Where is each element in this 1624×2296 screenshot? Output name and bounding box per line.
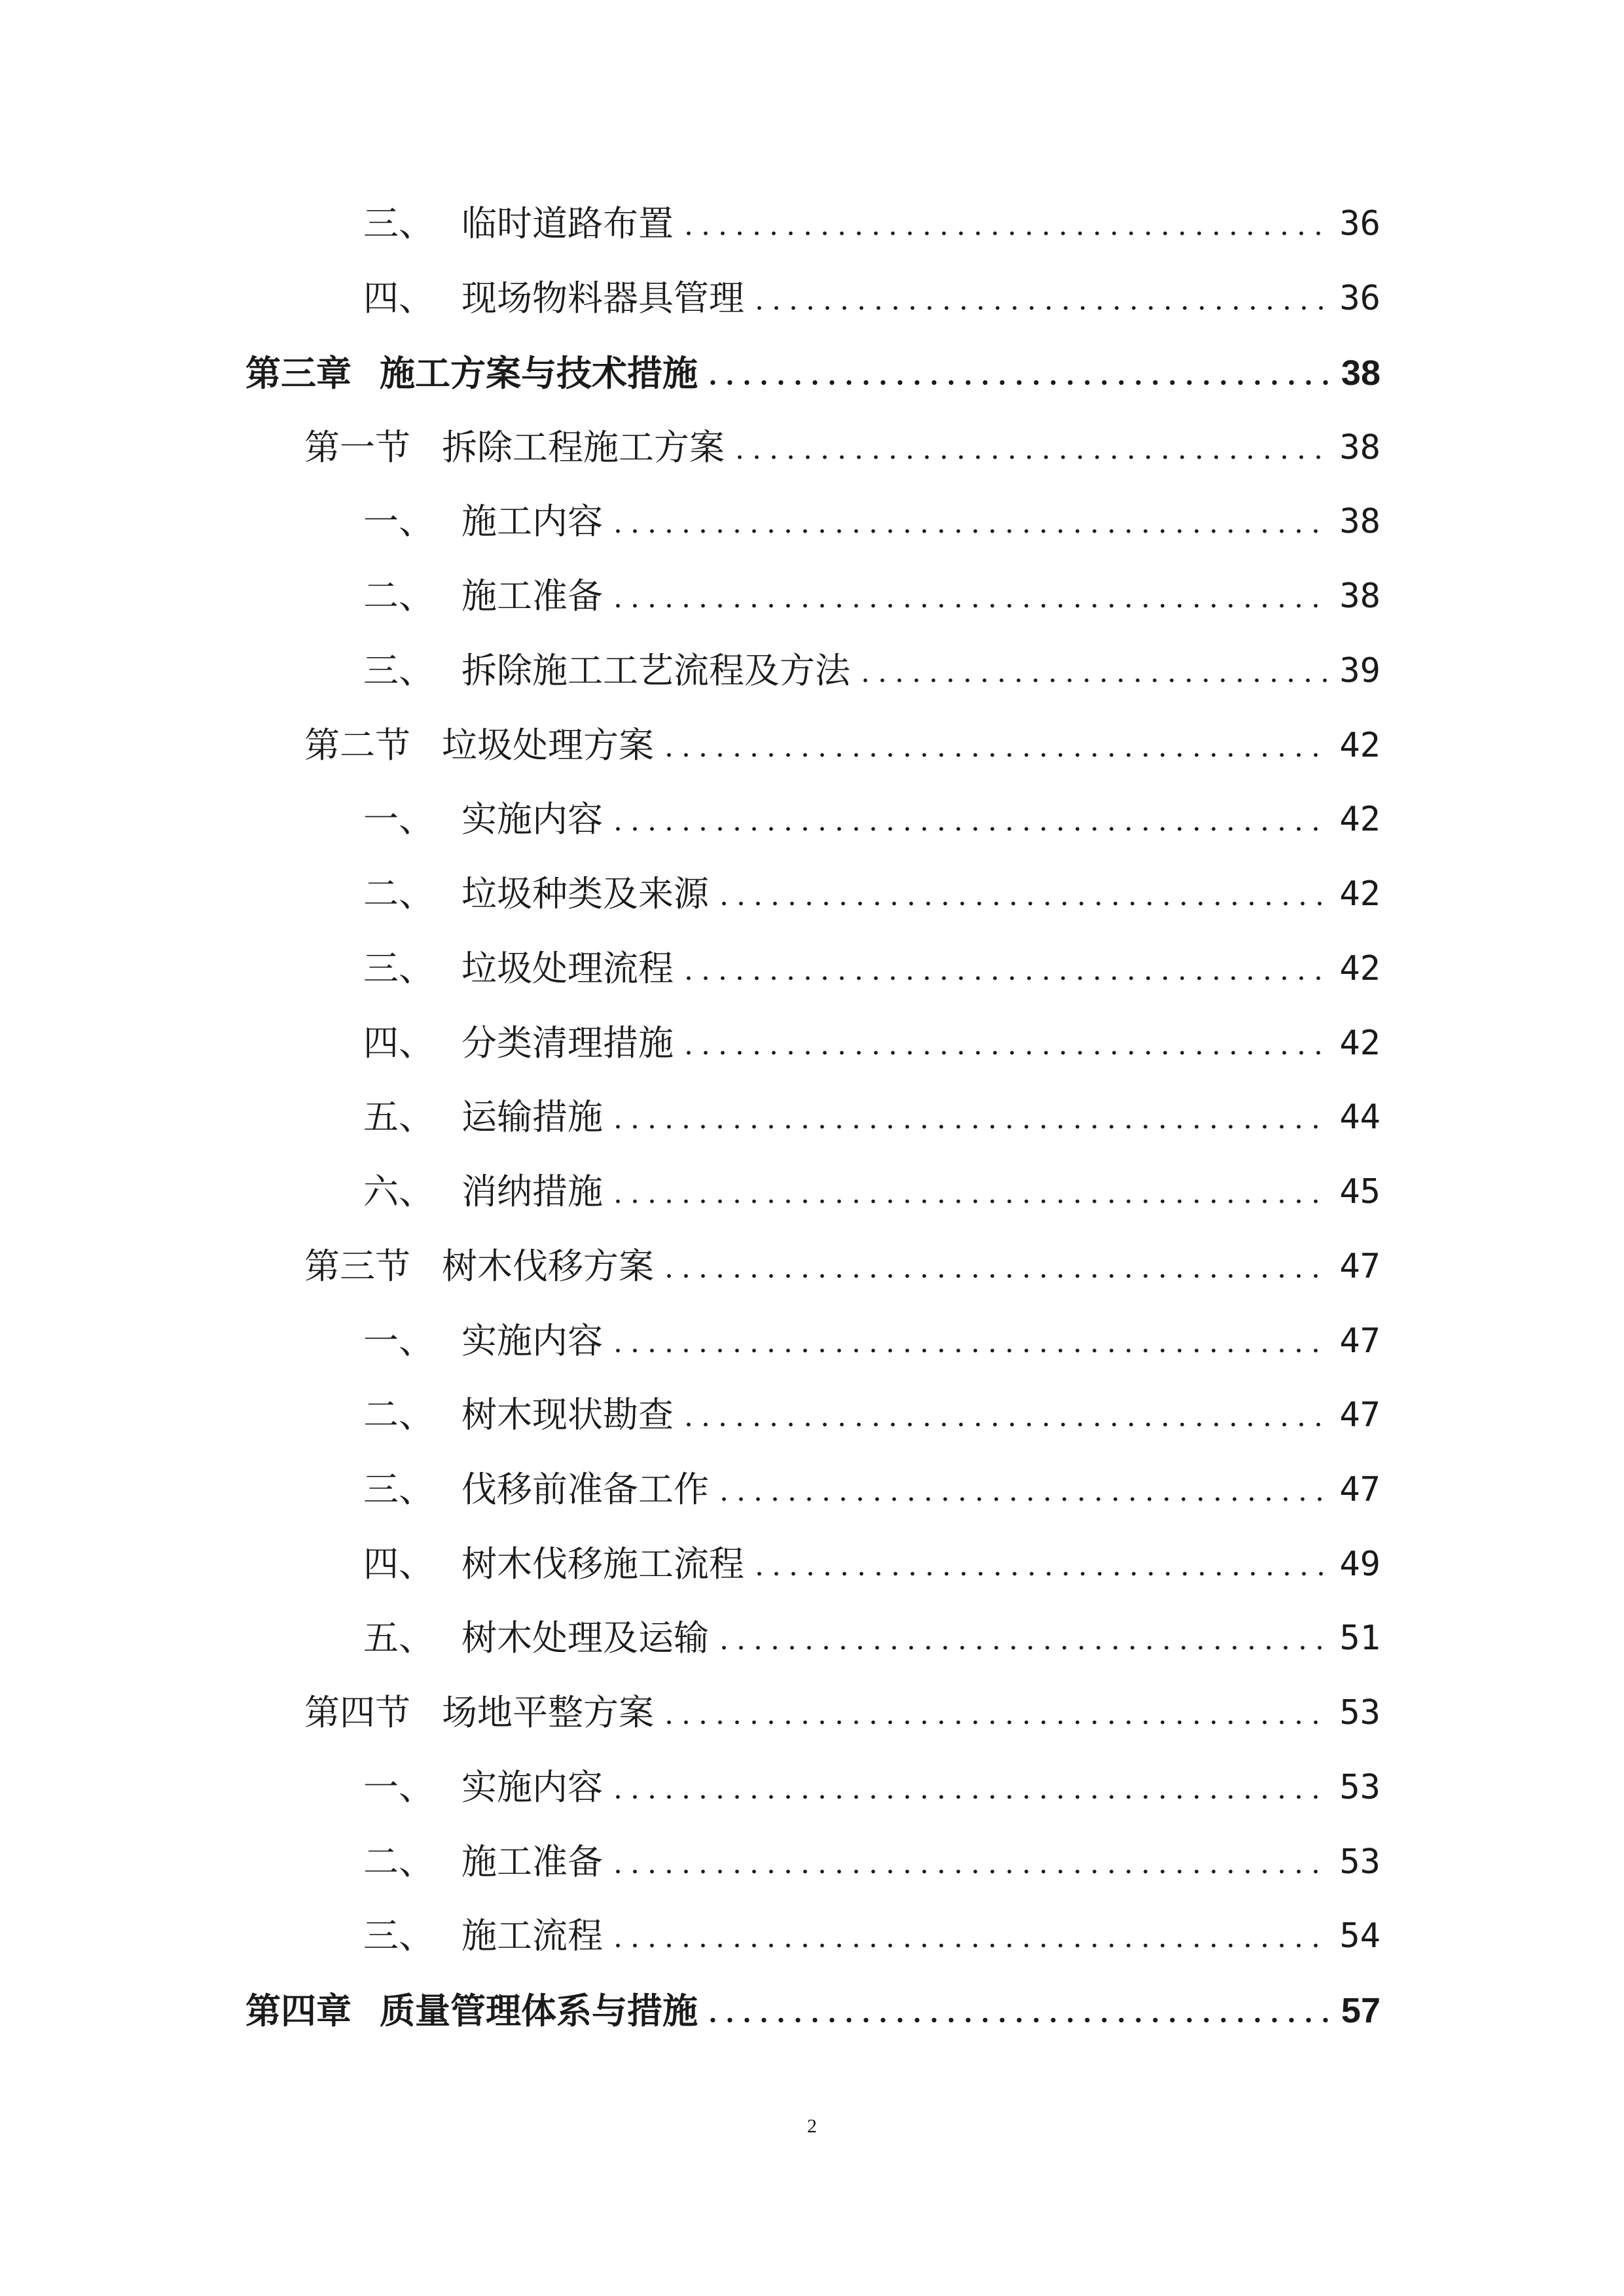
toc-entry-number: 三、 (363, 650, 434, 691)
toc-entry-number: 五、 (363, 1096, 434, 1138)
toc-entry-title: 树木现状勘查 (461, 1394, 674, 1435)
toc-entry-title: 拆除施工工艺流程及方法 (461, 650, 850, 691)
toc-entry[interactable] (363, 1836, 1380, 1888)
toc-entry[interactable] (363, 1091, 1380, 1143)
dot-leader (715, 1612, 1330, 1664)
toc-entry-number: 六、 (363, 1171, 434, 1212)
toc-entry-number: 四、 (363, 1022, 434, 1064)
toc-entry[interactable] (363, 1389, 1380, 1441)
toc-entry-number: 一、 (363, 798, 434, 840)
toc-entry-page: 38 (1339, 577, 1380, 616)
dot-leader (751, 272, 1330, 325)
toc-entry-title: 临时道路布置 (461, 203, 674, 244)
toc-entry-number: 三、 (363, 203, 434, 244)
toc-entry[interactable] (363, 1315, 1380, 1367)
toc-entry-page: 39 (1339, 651, 1380, 691)
toc-entry-page: 47 (1339, 1247, 1380, 1286)
toc-entry-number: 四、 (363, 1543, 434, 1585)
toc-entry[interactable] (363, 272, 1380, 325)
toc-entry-number: 第一节 (304, 427, 410, 468)
toc-entry-page: 53 (1339, 1768, 1380, 1807)
toc-entry[interactable] (363, 1612, 1380, 1664)
toc-entry-page: 42 (1339, 800, 1380, 839)
dot-leader (857, 645, 1330, 697)
toc-entry-title: 施工准备 (461, 1841, 603, 1882)
toc-entry-title: 垃圾种类及来源 (461, 873, 709, 914)
toc-entry-title: 施工准备 (461, 575, 603, 617)
dot-leader (609, 1166, 1330, 1218)
dot-leader (704, 347, 1332, 399)
toc-entry-number: 第四章 (245, 1990, 352, 2032)
toc-entry-title: 消纳措施 (461, 1171, 603, 1212)
toc-entry-number: 四、 (363, 278, 434, 319)
dot-leader (680, 942, 1330, 995)
toc-entry-page: 42 (1339, 949, 1380, 988)
dot-leader (751, 1538, 1330, 1590)
toc-entry-title: 实施内容 (461, 1767, 603, 1808)
toc-entry-page: 54 (1339, 1916, 1380, 1956)
toc-entry-title: 现场物料器具管理 (461, 278, 744, 319)
toc-entry-section[interactable] (304, 1240, 1380, 1293)
toc-entry-number: 五、 (363, 1617, 434, 1659)
toc-entry-number: 三、 (363, 948, 434, 989)
toc-entry-page: 38 (1341, 353, 1380, 393)
toc-entry[interactable] (363, 645, 1380, 697)
dot-leader (609, 570, 1330, 622)
toc-entry-number: 一、 (363, 1320, 434, 1361)
toc-entry-page: 51 (1339, 1619, 1380, 1658)
dot-leader (660, 1240, 1330, 1293)
toc-entry-page: 45 (1339, 1172, 1380, 1211)
toc-entry-section[interactable] (304, 1687, 1380, 1739)
toc-entry-page: 44 (1339, 1098, 1380, 1137)
toc-entry-page: 47 (1339, 1321, 1380, 1361)
toc-entry-title: 垃圾处理方案 (442, 725, 654, 766)
toc-entry-number: 二、 (363, 1841, 434, 1882)
toc-entry-title: 施工方案与技术措施 (380, 352, 698, 394)
dot-leader (715, 868, 1330, 920)
toc-entry-page: 49 (1339, 1545, 1380, 1584)
toc-entry-title: 实施内容 (461, 798, 603, 840)
toc-entry-page: 36 (1339, 204, 1380, 243)
dot-leader (680, 1389, 1330, 1441)
toc-entry-page: 36 (1339, 279, 1380, 318)
dot-leader (609, 1091, 1330, 1143)
toc-entry[interactable] (363, 942, 1380, 995)
toc-entry-title: 伐移前准备工作 (461, 1469, 709, 1510)
dot-leader (609, 1910, 1330, 1962)
toc-entry-chapter[interactable] (245, 1984, 1380, 2037)
toc-entry-page: 47 (1339, 1470, 1380, 1509)
dot-leader (609, 1761, 1330, 1814)
toc-entry-page: 42 (1339, 874, 1380, 914)
toc-entry-chapter[interactable] (245, 347, 1380, 399)
toc-entry[interactable] (363, 198, 1380, 250)
toc-entry[interactable] (363, 495, 1380, 548)
toc-entry-page: 42 (1339, 726, 1380, 765)
toc-entry-title: 施工流程 (461, 1915, 603, 1956)
toc-entry[interactable] (363, 1761, 1380, 1814)
toc-entry-number: 二、 (363, 1394, 434, 1435)
toc-entry-number: 一、 (363, 501, 434, 542)
toc-entry-number: 三、 (363, 1915, 434, 1956)
toc-entry[interactable] (363, 570, 1380, 622)
toc-entry-page: 47 (1339, 1395, 1380, 1435)
toc-entry-number: 一、 (363, 1767, 434, 1808)
toc-entry-page: 38 (1339, 428, 1380, 467)
toc-entry-title: 运输措施 (461, 1096, 603, 1138)
toc-entry-number: 第四节 (304, 1692, 410, 1733)
toc-entry-title: 拆除工程施工方案 (442, 427, 725, 468)
toc-entry[interactable] (363, 868, 1380, 920)
dot-leader (660, 719, 1330, 772)
dot-leader (609, 495, 1330, 548)
toc-entry-number: 二、 (363, 873, 434, 914)
page-number: 2 (807, 2115, 817, 2137)
dot-leader (609, 1315, 1330, 1367)
toc-entry-title: 质量管理体系与措施 (380, 1990, 698, 2032)
toc-entry-title: 树木伐移方案 (442, 1246, 654, 1287)
toc-entry-title: 实施内容 (461, 1320, 603, 1361)
toc-entry[interactable] (363, 793, 1380, 846)
toc-entry-section[interactable] (304, 422, 1380, 474)
toc-entry-title: 分类清理措施 (461, 1022, 674, 1064)
dot-leader (660, 1687, 1330, 1739)
toc-entry-page: 57 (1341, 1991, 1380, 2030)
toc-entry[interactable] (363, 1910, 1380, 1962)
toc-entry-number: 二、 (363, 575, 434, 617)
toc-entry-title: 场地平整方案 (442, 1692, 654, 1733)
toc-entry-title: 垃圾处理流程 (461, 948, 674, 989)
toc-entry-number: 三、 (363, 1469, 434, 1510)
toc-entry-page: 53 (1339, 1842, 1380, 1882)
dot-leader (609, 1836, 1330, 1888)
toc-entry-page: 42 (1339, 1024, 1380, 1063)
toc-entry-page: 53 (1339, 1693, 1380, 1732)
toc-entry-title: 树木伐移施工流程 (461, 1543, 744, 1585)
toc-entry-number: 第三章 (245, 352, 352, 394)
toc-entry[interactable] (363, 1463, 1380, 1516)
toc-entry-title: 施工内容 (461, 501, 603, 542)
toc-entry-number: 第三节 (304, 1246, 410, 1287)
toc-entry-page: 38 (1339, 502, 1380, 541)
dot-leader (715, 1463, 1330, 1516)
toc-entry-section[interactable] (304, 719, 1380, 772)
toc-entry[interactable] (363, 1538, 1380, 1590)
dot-leader (680, 198, 1330, 250)
dot-leader (704, 1984, 1332, 2037)
toc-entry-title: 树木处理及运输 (461, 1617, 709, 1659)
toc-entry[interactable] (363, 1017, 1380, 1069)
toc-entry-number: 第二节 (304, 725, 410, 766)
dot-leader (680, 1017, 1330, 1069)
dot-leader (731, 422, 1330, 474)
dot-leader (609, 793, 1330, 846)
toc-entry[interactable] (363, 1166, 1380, 1218)
